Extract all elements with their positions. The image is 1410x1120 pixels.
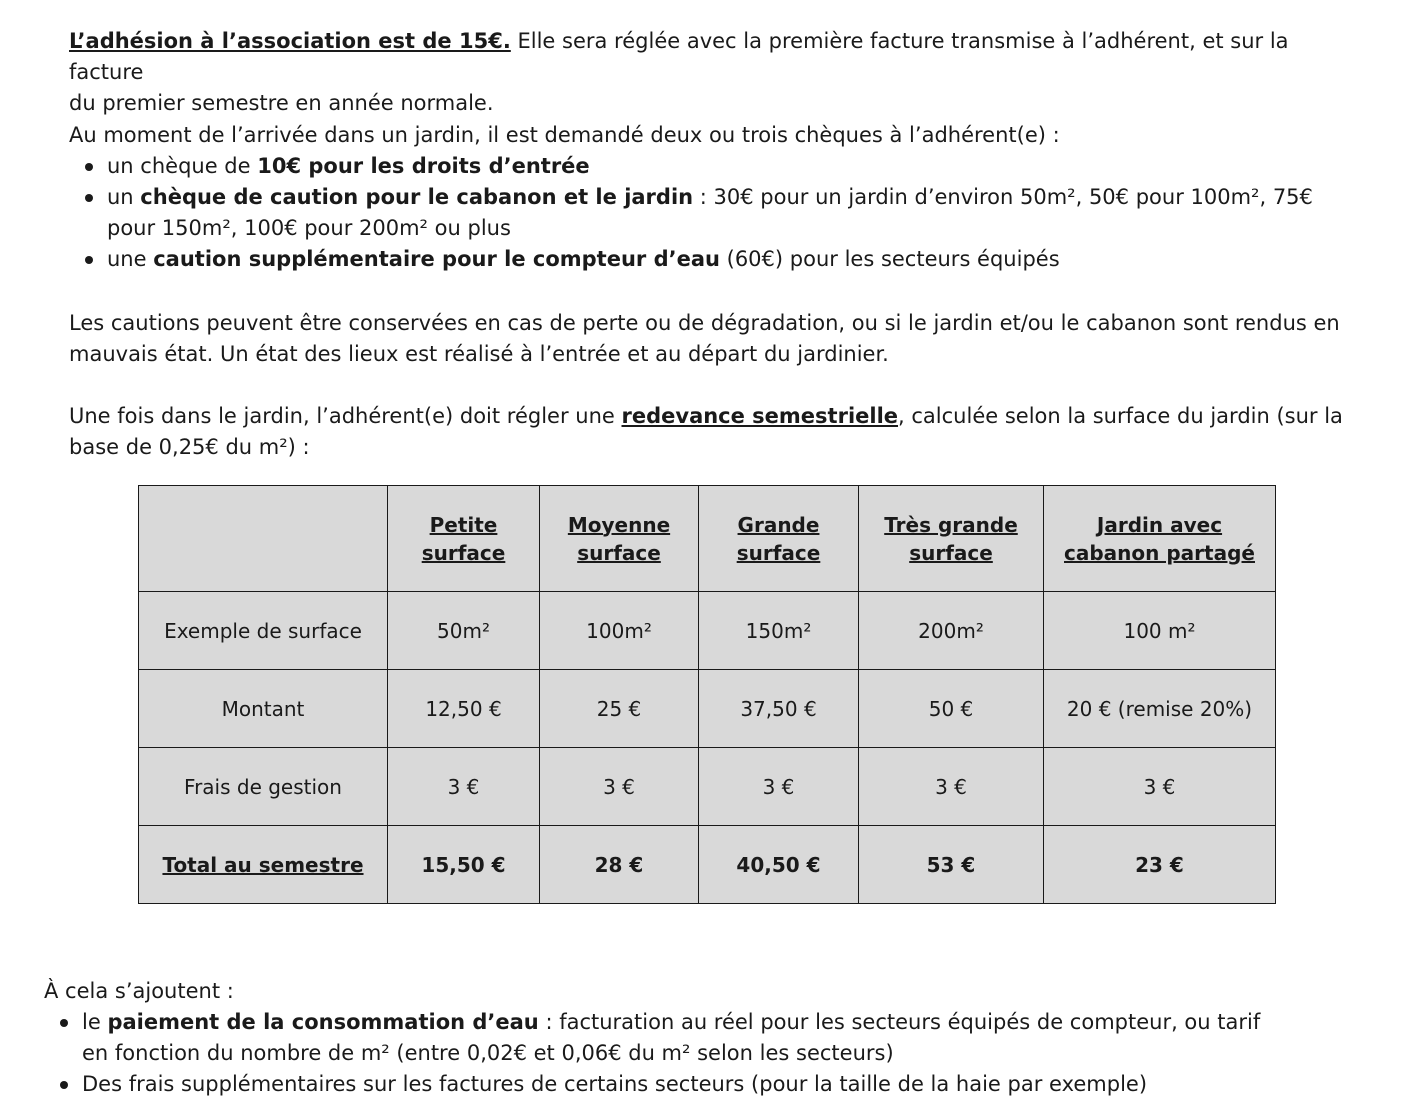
row-label: Exemple de surface bbox=[139, 592, 388, 670]
table-cell: 100m² bbox=[540, 592, 699, 670]
row-label: Montant bbox=[139, 670, 388, 748]
table-cell: 3 € bbox=[1044, 748, 1276, 826]
arrival-cheques-list bbox=[69, 151, 1359, 275]
table-cell: 37,50 € bbox=[699, 670, 859, 748]
table-cell: 28 € bbox=[540, 826, 699, 904]
membership-detail-text-2: du premier semestre en année normale. bbox=[69, 91, 494, 115]
membership-detail-text: Elle sera réglée avec la première facture transmise à l’adhérent, et sur la facture bbox=[69, 29, 1289, 84]
table-cell: 12,50 € bbox=[388, 670, 540, 748]
table-cell: 25 € bbox=[540, 670, 699, 748]
table-row bbox=[139, 748, 1276, 826]
table-cell: 23 € bbox=[1044, 826, 1276, 904]
header-cell: Moyenne surface bbox=[540, 486, 699, 592]
list-item: une caution supplémentaire pour le compteur d’eau (60€) pour les secteurs équipés bbox=[69, 244, 1359, 275]
semester-fee-term: redevance semestrielle bbox=[621, 404, 899, 428]
membership-paragraph bbox=[69, 26, 1344, 119]
header-cell: Jardin avec cabanon partagé bbox=[1044, 486, 1276, 592]
table-cell: 3 € bbox=[699, 748, 859, 826]
list-item: Des frais supplémentaires sur les factures de certains secteurs (pour la taille de la haie par exemple) bbox=[44, 1069, 1284, 1100]
table-cell: 50 € bbox=[859, 670, 1044, 748]
table-row bbox=[139, 670, 1276, 748]
arrival-lead: Au moment de l’arrivée dans un jardin, il est demandé deux ou trois chèques à l’adhérent(e) : bbox=[69, 123, 1060, 147]
list-item: le paiement de la consommation d’eau : facturation au réel pour les secteurs équipés de compteur, ou tarif en fonction du nombre de m² (entre 0,02€ et 0,06€ du m² selon les secteurs) bbox=[44, 1007, 1284, 1069]
deposits-paragraph: Les cautions peuvent être conservées en cas de perte ou de dégradation, ou si le jardin et/ou le cabanon sont rendus en mauvais état. Un état des lieux est réalisé à l’entrée et au départ du jardinier. bbox=[69, 311, 1340, 366]
table-cell: 3 € bbox=[540, 748, 699, 826]
extras-list bbox=[44, 1007, 1284, 1100]
table-cell: 40,50 € bbox=[699, 826, 859, 904]
list-item: un chèque de 10€ pour les droits d’entrée bbox=[69, 151, 1359, 182]
table-cell: 3 € bbox=[388, 748, 540, 826]
table-total-row bbox=[139, 826, 1276, 904]
fees-table bbox=[138, 485, 1276, 904]
extras-lead: À cela s’ajoutent : bbox=[44, 979, 234, 1003]
table-cell: 15,50 € bbox=[388, 826, 540, 904]
table-cell: 150m² bbox=[699, 592, 859, 670]
header-cell: Grande surface bbox=[699, 486, 859, 592]
row-label: Total au semestre bbox=[139, 826, 388, 904]
header-cell bbox=[139, 486, 388, 592]
membership-fee-text: L’adhésion à l’association est de 15€. bbox=[69, 29, 511, 53]
table-cell: 50m² bbox=[388, 592, 540, 670]
table-cell: 20 € (remise 20%) bbox=[1044, 670, 1276, 748]
list-item: un chèque de caution pour le cabanon et le jardin : 30€ pour un jardin d’environ 50m², 50€ pour 100m², 75€ pour 150m², 100€ pour 200m² ou plus bbox=[69, 182, 1359, 244]
row-label: Frais de gestion bbox=[139, 748, 388, 826]
table-cell: 3 € bbox=[859, 748, 1044, 826]
table-cell: 100 m² bbox=[1044, 592, 1276, 670]
table-row bbox=[139, 592, 1276, 670]
table-cell: 200m² bbox=[859, 592, 1044, 670]
table-header-row bbox=[139, 486, 1276, 592]
fee-paragraph: Une fois dans le jardin, l’adhérent(e) doit régler une redevance semestrielle, calculée selon la surface du jardin (sur la base de 0,25€ du m²) : bbox=[69, 404, 1343, 459]
table-cell: 53 € bbox=[859, 826, 1044, 904]
header-cell: Petite surface bbox=[388, 486, 540, 592]
header-cell: Très grande surface bbox=[859, 486, 1044, 592]
